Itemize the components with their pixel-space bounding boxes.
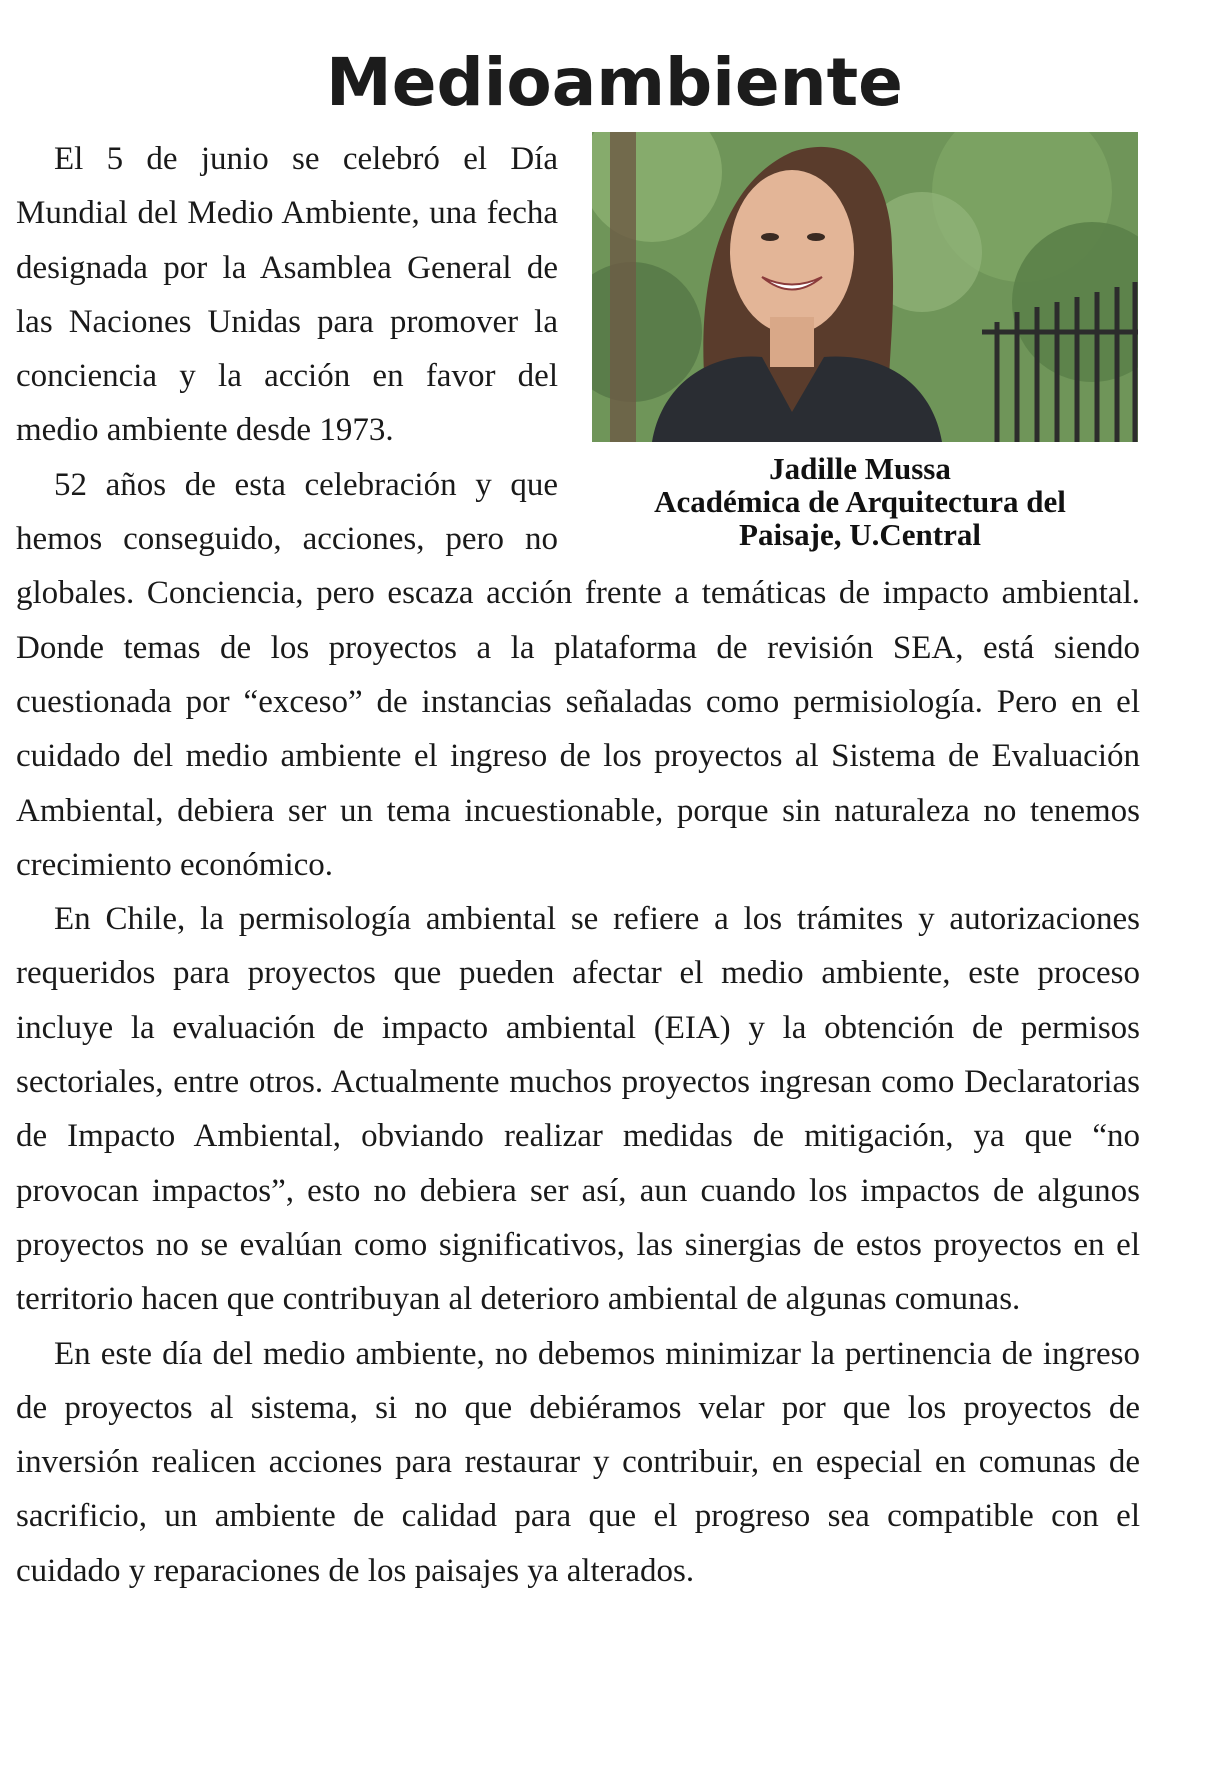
article-title: Medioambiente — [326, 44, 903, 121]
paragraph: 52 años de esta celebración y que hemos conseguido, acciones, pero no globales. Conciencia, pero escaza acción frente a temáticas de impacto ambiental. Donde temas de los proyectos a la plataforma de revisión SEA, está siendo cuestionada por “exceso” de instancias señaladas como permisiología. Pero en el cuidado del medio ambiente el ingreso de los proyectos al Sistema de Evaluación Ambiental, debiera ser un tema incuestionable, porque sin naturaleza no tenemos crecimiento económico. — [16, 466, 1140, 883]
portrait-photo — [592, 132, 1138, 442]
caption-role-line2: Paisaje, U.Central — [739, 517, 981, 552]
article-body — [16, 132, 1140, 1598]
photo-caption — [580, 452, 1140, 551]
author-figure — [580, 132, 1140, 551]
paragraph: El 5 de junio se celebró el Día Mundial del Medio Ambiente, una fecha designada por la Asamblea General de las Naciones Unidas para promover la conciencia y la acción en favor del medio ambiente desde 1973. — [16, 141, 558, 449]
paragraph: En Chile, la permisología ambiental se refiere a los trámites y autorizaciones requeridos para proyectos que pueden afectar el medio ambiente, este proceso incluye la evaluación de impacto ambiental (EIA) y la obtención de permisos sectoriales, entre otros. Actualmente muchos proyectos ingresan como Declaratorias de Impacto Ambiental, obviando realizar medidas de mitigación, ya que “no provocan impactos”, esto no debiera ser así, aun cuando los impactos de algunos proyectos no se evalúan como significativos, las sinergias de estos proyectos en el territorio hacen que contribuyan al deterioro ambiental de algunas comunas. — [16, 901, 1140, 1318]
caption-name: Jadille Mussa — [769, 451, 951, 486]
paragraph: En este día del medio ambiente, no debemos minimizar la pertinencia de ingreso de proyectos al sistema, si no que debiéramos velar por que los proyectos de inversión realicen acciones para restaurar y contribuir, en especial en comunas de sacrificio, un ambiente de calidad para que el progreso sea compatible con el cuidado y reparaciones de los paisajes ya alterados. — [16, 1335, 1140, 1589]
caption-role-line1: Académica de Arquitectura del — [654, 484, 1066, 519]
